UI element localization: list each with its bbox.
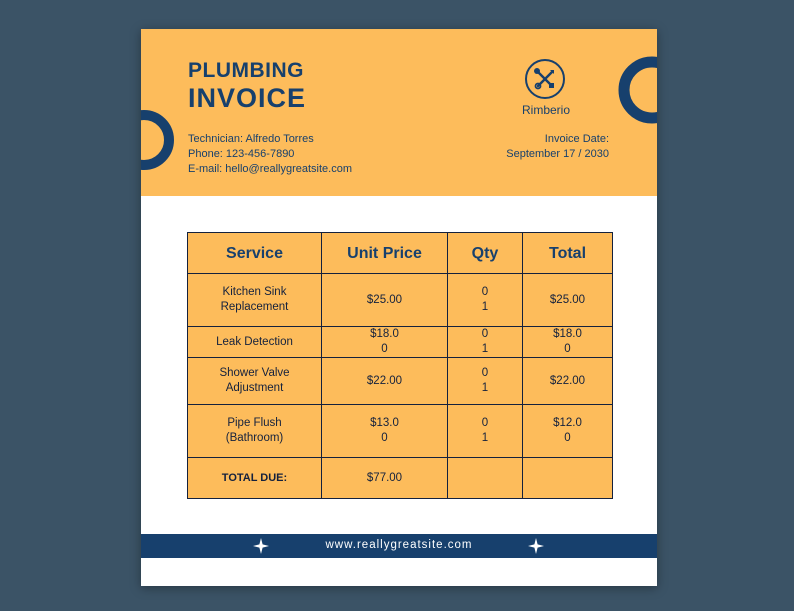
- invoice-table-wrapper: [187, 232, 612, 498]
- total-row: [188, 458, 613, 499]
- invoice-page: [141, 29, 657, 586]
- footer-website-link[interactable]: www.reallygreatsite.com: [325, 539, 473, 551]
- empty-cell: [523, 458, 613, 499]
- qty-text: 01: [481, 328, 489, 355]
- service-text: Shower Valve Adjustment: [219, 367, 290, 394]
- contact-info: [188, 132, 352, 177]
- table-row: [188, 274, 613, 327]
- unit-price-text: $13.00: [370, 417, 399, 444]
- header-total: Total: [523, 233, 613, 274]
- total-cell: [523, 327, 613, 358]
- unit-price-cell: [322, 327, 448, 358]
- empty-cell: [448, 458, 523, 499]
- service-cell: [188, 405, 322, 458]
- decorative-ring-right: [617, 55, 657, 135]
- qty-text: 01: [481, 286, 489, 313]
- date-label: Invoice Date:: [544, 133, 609, 145]
- table-row: [188, 327, 613, 358]
- total-text: $12.00: [553, 417, 582, 444]
- title-line-2: INVOICE: [188, 83, 307, 113]
- qty-cell: [448, 327, 523, 358]
- invoice-table: [187, 232, 613, 499]
- email-text: E-mail: hello@reallygreatsite.com: [188, 163, 353, 175]
- table-row: [188, 358, 613, 405]
- total-cell: $22.00: [523, 358, 613, 405]
- qty-text: 01: [481, 417, 489, 444]
- unit-price-text: $18.00: [370, 328, 399, 355]
- header-qty: Qty: [448, 233, 523, 274]
- service-cell: Leak Detection: [188, 327, 322, 358]
- unit-price-cell: $22.00: [322, 358, 448, 405]
- table-header-row: [188, 233, 613, 274]
- service-text: Pipe Flush (Bathroom): [225, 417, 284, 444]
- title-line-1: PLUMBING: [188, 59, 304, 82]
- invoice-header: [141, 29, 657, 196]
- decorative-ring-left: [141, 107, 177, 173]
- qty-text: 01: [481, 367, 489, 394]
- unit-price-cell: [322, 405, 448, 458]
- technician-text: Technician: Alfredo Torres: [188, 133, 314, 145]
- wrench-cross-icon: [525, 59, 565, 99]
- qty-cell: [448, 358, 523, 405]
- total-due-label: TOTAL DUE:: [188, 458, 322, 499]
- sparkle-icon: [528, 538, 544, 554]
- table-row: [188, 405, 613, 458]
- header-service: Service: [188, 233, 322, 274]
- total-text: $18.00: [553, 328, 582, 355]
- service-cell: [188, 274, 322, 327]
- service-text: Kitchen Sink Replacement: [220, 286, 289, 313]
- brand-name: Rimberio: [521, 103, 570, 117]
- footer-bar: [141, 534, 657, 558]
- total-cell: $25.00: [523, 274, 613, 327]
- qty-cell: [448, 274, 523, 327]
- phone-text: Phone: 123-456-7890: [188, 148, 295, 160]
- unit-price-cell: $25.00: [322, 274, 448, 327]
- qty-cell: [448, 405, 523, 458]
- invoice-date: [506, 132, 609, 162]
- total-due-value: $77.00: [322, 458, 448, 499]
- service-cell: [188, 358, 322, 405]
- total-cell: [523, 405, 613, 458]
- header-unit-price: Unit Price: [322, 233, 448, 274]
- date-value: September 17 / 2030: [506, 148, 609, 160]
